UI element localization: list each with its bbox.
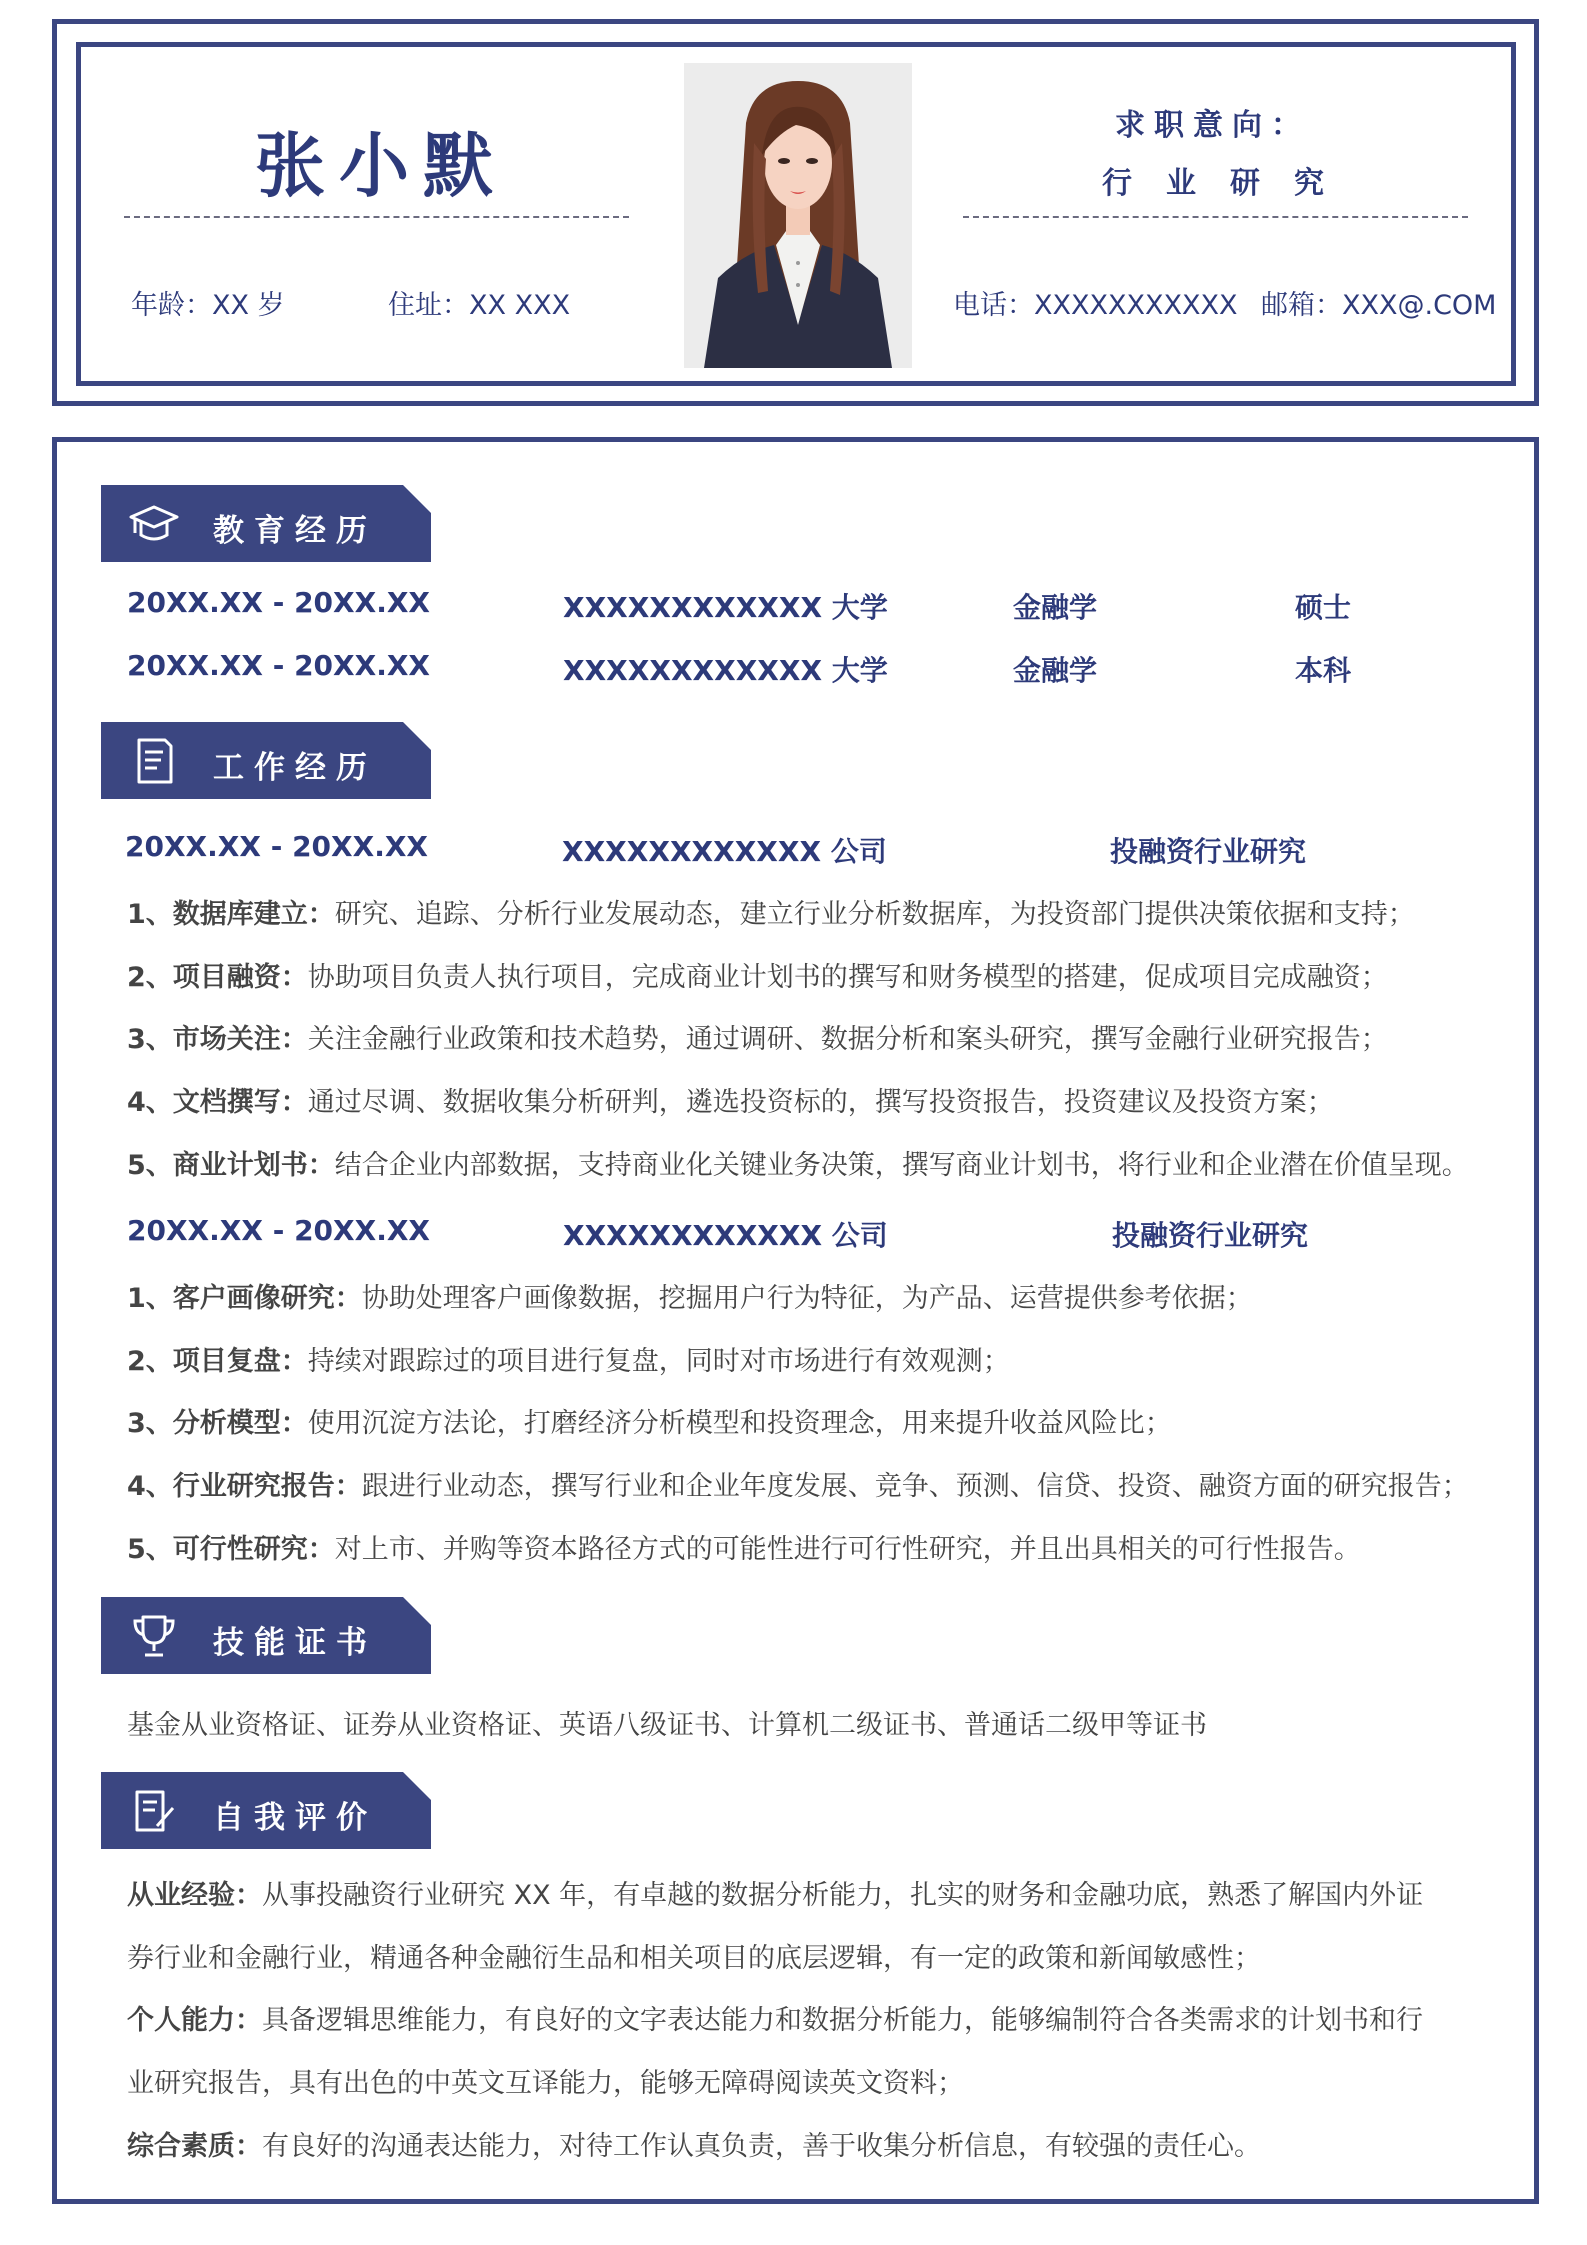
divider-right [963, 216, 1468, 218]
age: 年龄：XX 岁 [131, 290, 285, 321]
divider-left [124, 216, 629, 218]
work-company: XXXXXXXXXXXX 公司 [563, 1219, 888, 1252]
work-duty-item [127, 1143, 1469, 1182]
work-period: 20XX.XX - 20XX.XX [125, 830, 429, 863]
work-duty-item [127, 892, 1415, 931]
edit-note-icon [127, 1786, 181, 1836]
edu-school: XXXXXXXXXXXX 大学 [563, 591, 888, 624]
section-header-self [101, 1772, 431, 1849]
duty-text: 研究、追踪、分析行业发展动态，建立行业分析数据库，为投资部门提供决策依据和支持； [334, 899, 1415, 930]
self-eval-text: 具备逻辑思维能力，有良好的文字表达能力和数据分析能力，能够编制符合各类需求的计划书和行 [262, 2005, 1423, 2036]
work-duty-item [127, 1464, 1469, 1503]
self-eval-text: 有良好的沟通表达能力，对待工作认真负责，善于收集分析信息，有较强的责任心。 [262, 2131, 1261, 2162]
edu-degree: 硕士 [1295, 591, 1352, 624]
trophy-icon [127, 1611, 181, 1661]
duty-label: 3、市场关注： [127, 1024, 308, 1055]
duty-label: 3、分析模型： [127, 1408, 308, 1439]
duty-text: 持续对跟踪过的项目进行复盘，同时对市场进行有效观测； [307, 1346, 1010, 1377]
edu-major: 金融学 [1013, 654, 1098, 687]
work-duty-item [127, 1017, 1388, 1056]
profile-photo [684, 63, 912, 368]
edu-degree: 本科 [1295, 654, 1352, 687]
work-duty-item [127, 1080, 1334, 1119]
candidate-name: 张小默 [255, 125, 507, 207]
work-period: 20XX.XX - 20XX.XX [127, 1214, 431, 1247]
job-intent-label: 求职意向： [1115, 108, 1310, 143]
edu-major: 金融学 [1013, 591, 1098, 624]
section-title-education: 教育经历 [213, 513, 377, 549]
job-intent-value: 行业研究 [1102, 166, 1358, 201]
duty-text: 协助项目负责人执行项目，完成商业计划书的撰写和财务模型的搭建，促成项目完成融资； [307, 962, 1388, 993]
work-duty-item [127, 1401, 1172, 1440]
work-duty-item [127, 1527, 1361, 1566]
work-duty-item [127, 955, 1388, 994]
self-eval-ability [127, 1998, 1423, 2037]
duty-text: 对上市、并购等资本路径方式的可能性进行可行性研究，并且出具相关的可行性报告。 [334, 1534, 1361, 1565]
self-eval-label: 从业经验： [127, 1880, 262, 1911]
address: 住址：XX XXX [388, 290, 571, 321]
work-role: 投融资行业研究 [1112, 1219, 1309, 1252]
duty-label: 4、行业研究报告： [127, 1471, 362, 1502]
duty-text: 结合企业内部数据，支持商业化关键业务决策，撰写商业计划书，将行业和企业潜在价值呈现。 [334, 1150, 1469, 1181]
duty-label: 5、商业计划书： [127, 1150, 335, 1181]
duty-text: 跟进行业动态，撰写行业和企业年度发展、竞争、预测、信贷、投资、融资方面的研究报告； [361, 1471, 1469, 1502]
work-company: XXXXXXXXXXXX 公司 [562, 835, 887, 868]
section-header-skills [101, 1597, 431, 1674]
self-eval-text: 业研究报告，具有出色的中英文互译能力，能够无障碍阅读英文资料； [127, 2068, 964, 2099]
duty-label: 1、数据库建立： [127, 899, 335, 930]
section-title-skills: 技能证书 [213, 1625, 377, 1661]
edu-period: 20XX.XX - 20XX.XX [127, 586, 431, 619]
work-role: 投融资行业研究 [1110, 835, 1307, 868]
edu-period: 20XX.XX - 20XX.XX [127, 649, 431, 682]
skills-list: 基金从业资格证、证券从业资格证、英语八级证书、计算机二级证书、普通话二级甲等证书 [127, 1710, 1207, 1741]
document-icon [127, 736, 181, 786]
duty-label: 5、可行性研究： [127, 1534, 335, 1565]
self-eval-quality [127, 2124, 1261, 2163]
duty-text: 关注金融行业政策和技术趋势，通过调研、数据分析和案头研究，撰写金融行业研究报告； [307, 1024, 1388, 1055]
self-eval-label: 综合素质： [127, 2131, 262, 2162]
phone: 电话：XXXXXXXXXXX [953, 290, 1238, 321]
section-title-self: 自我评价 [213, 1800, 377, 1836]
duty-text: 协助处理客户画像数据，挖掘用户行为特征，为产品、运营提供参考依据； [361, 1283, 1253, 1314]
duty-text: 通过尽调、数据收集分析研判，遴选投资标的，撰写投资报告，投资建议及投资方案； [307, 1087, 1334, 1118]
duty-label: 2、项目复盘： [127, 1346, 308, 1377]
duty-text: 使用沉淀方法论，打磨经济分析模型和投资理念，用来提升收益风险比； [307, 1408, 1172, 1439]
duty-label: 2、项目融资： [127, 962, 308, 993]
email: 邮箱：XXX@.COM [1261, 290, 1497, 321]
section-header-work [101, 722, 431, 799]
self-eval-text: 从事投融资行业研究 XX 年，有卓越的数据分析能力，扎实的财务和金融功底，熟悉了解国内外证 [262, 1880, 1424, 1911]
section-header-education [101, 485, 431, 562]
self-eval-experience [127, 1873, 1423, 1912]
edu-school: XXXXXXXXXXXX 大学 [563, 654, 888, 687]
duty-label: 4、文档撰写： [127, 1087, 308, 1118]
work-duty-item [127, 1339, 1010, 1378]
duty-label: 1、客户画像研究： [127, 1283, 362, 1314]
work-duty-item [127, 1276, 1253, 1315]
section-title-work: 工作经历 [213, 750, 377, 786]
self-eval-label: 个人能力： [127, 2005, 262, 2036]
graduation-cap-icon [127, 499, 181, 549]
self-eval-text: 券行业和金融行业，精通各种金融衍生品和相关项目的底层逻辑，有一定的政策和新闻敏感性； [127, 1943, 1261, 1974]
